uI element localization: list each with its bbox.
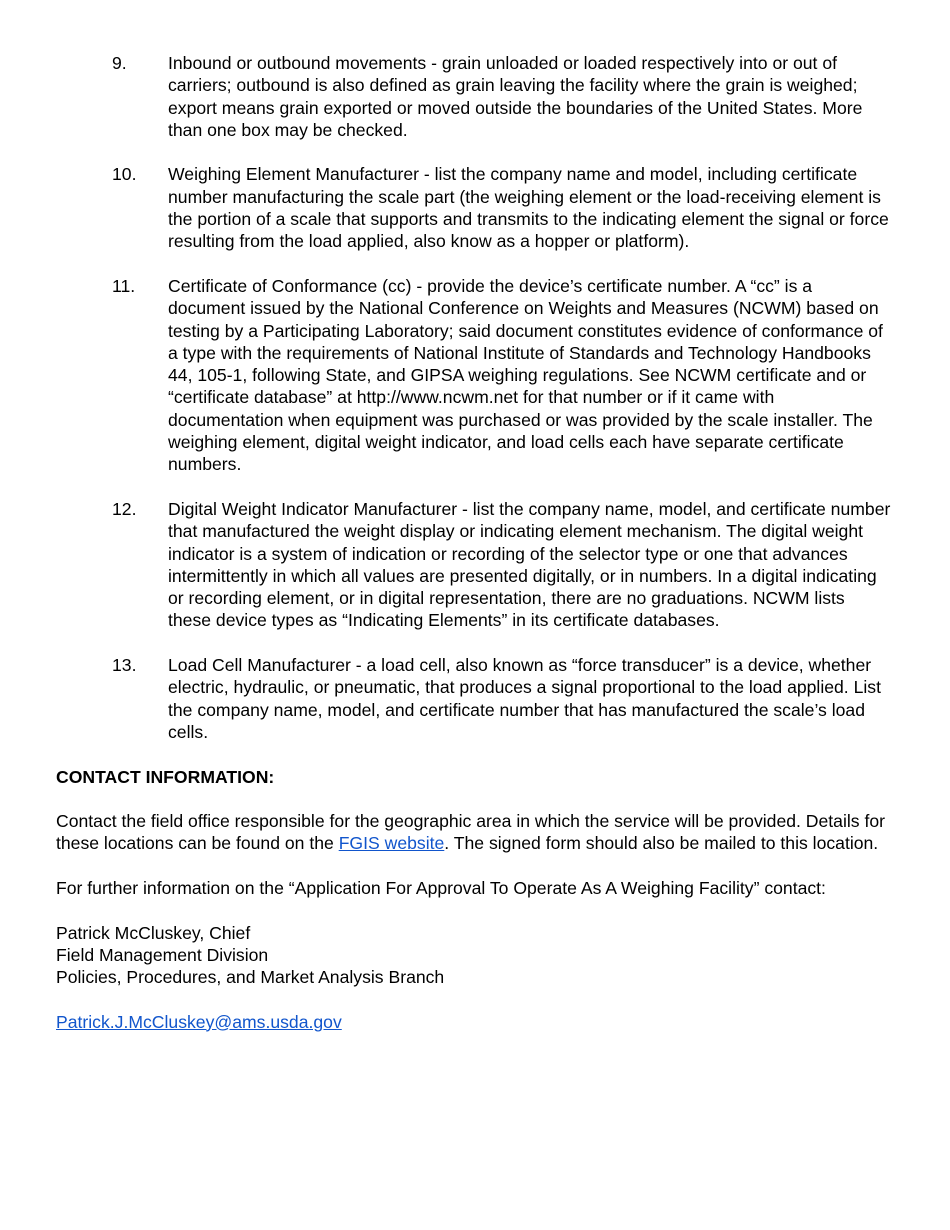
list-item-text: Digital Weight Indicator Manufacturer - list the company name, model, and certificate number that manufactured the weight display or indicating element mechanism. The digital weight indicator is a system of indication or recording of the selector type or one that advances intermittently in which all values are presented digitally, or in numbers. In a digital indicating or recording element, or in digital representation, there are no graduations. NCWM lists these device types as “Indicating Elements” in its certificate databases. <box>168 498 891 631</box>
list-item-10 <box>112 163 896 252</box>
list-item-11 <box>112 275 896 476</box>
contact-paragraph-text-before: Contact the field office responsible for the geographic area in which the service will be provided. Details for these locations can be found on the <box>56 811 885 854</box>
contact-address-block <box>56 922 896 989</box>
contact-paragraph <box>56 810 896 855</box>
list-item-number: 13. <box>112 655 137 676</box>
contact-heading: CONTACT INFORMATION: <box>56 766 275 787</box>
list-item-text: Weighing Element Manufacturer - list the company name and model, including certificate number manufacturing the scale part (the weighing element or the load-receiving element is the portion of a scale that supports and transmits to the indicating element the signal or force resulting from the load applied, also know as a hopper or platform). <box>168 164 889 252</box>
list-item-9 <box>112 52 896 141</box>
list-item-text: Inbound or outbound movements - grain unloaded or loaded respectively into or out of carriers; outbound is also defined as grain leaving the facility where the grain is weighed; export means grain exported or moved outside the boundaries of the United States. More than one box may be checked. <box>168 53 863 140</box>
contact-division: Field Management Division <box>56 944 269 965</box>
list-item-text: Certificate of Conformance (cc) - provide the device’s certificate number. A “cc” is a document issued by the National Conference on Weights and Measures (NCWM) based on testing by a Participating Laboratory; said document constitutes evidence of conformance of a type with the requirements of National Institute of Standards and Technology Handbooks 44, 105-1, following State, and GIPSA weighing regulations. See NCWM certificate and or “certificate database” at http://www.ncwm.net for that number or if it came with documentation when equipment was purchased or was provided by the scale installer. The weighing element, digital weight indicator, and load cells each have separate certificate numbers. <box>168 275 883 475</box>
contact-name: Patrick McCluskey, Chief <box>56 922 251 943</box>
fgis-website-link[interactable]: FGIS website <box>338 833 445 854</box>
contact-email-block <box>56 1011 896 1033</box>
contact-branch: Policies, Procedures, and Market Analysis Branch <box>56 967 445 988</box>
list-item-number: 11. <box>112 275 136 296</box>
list-item-12 <box>112 498 896 632</box>
list-item-number: 12. <box>112 498 137 519</box>
list-item-number: 9. <box>112 53 127 73</box>
document-page <box>56 52 896 1055</box>
contact-paragraph-text-after: . The signed form should also be mailed to this location. <box>444 833 879 854</box>
list-item-13 <box>112 654 896 743</box>
contact-email-link[interactable]: Patrick.J.McCluskey@ams.usda.gov <box>56 1011 342 1032</box>
list-item-text: Load Cell Manufacturer - a load cell, also known as “force transducer” is a device, whether electric, hydraulic, or pneumatic, that produces a signal proportional to the load applied. List the company name, model, and certificate number that has manufactured the scale’s load cells. <box>168 655 881 742</box>
list-item-number: 10. <box>112 164 137 185</box>
further-info-paragraph: For further information on the “Application For Approval To Operate As A Weighing Facility” contact: <box>56 877 826 898</box>
